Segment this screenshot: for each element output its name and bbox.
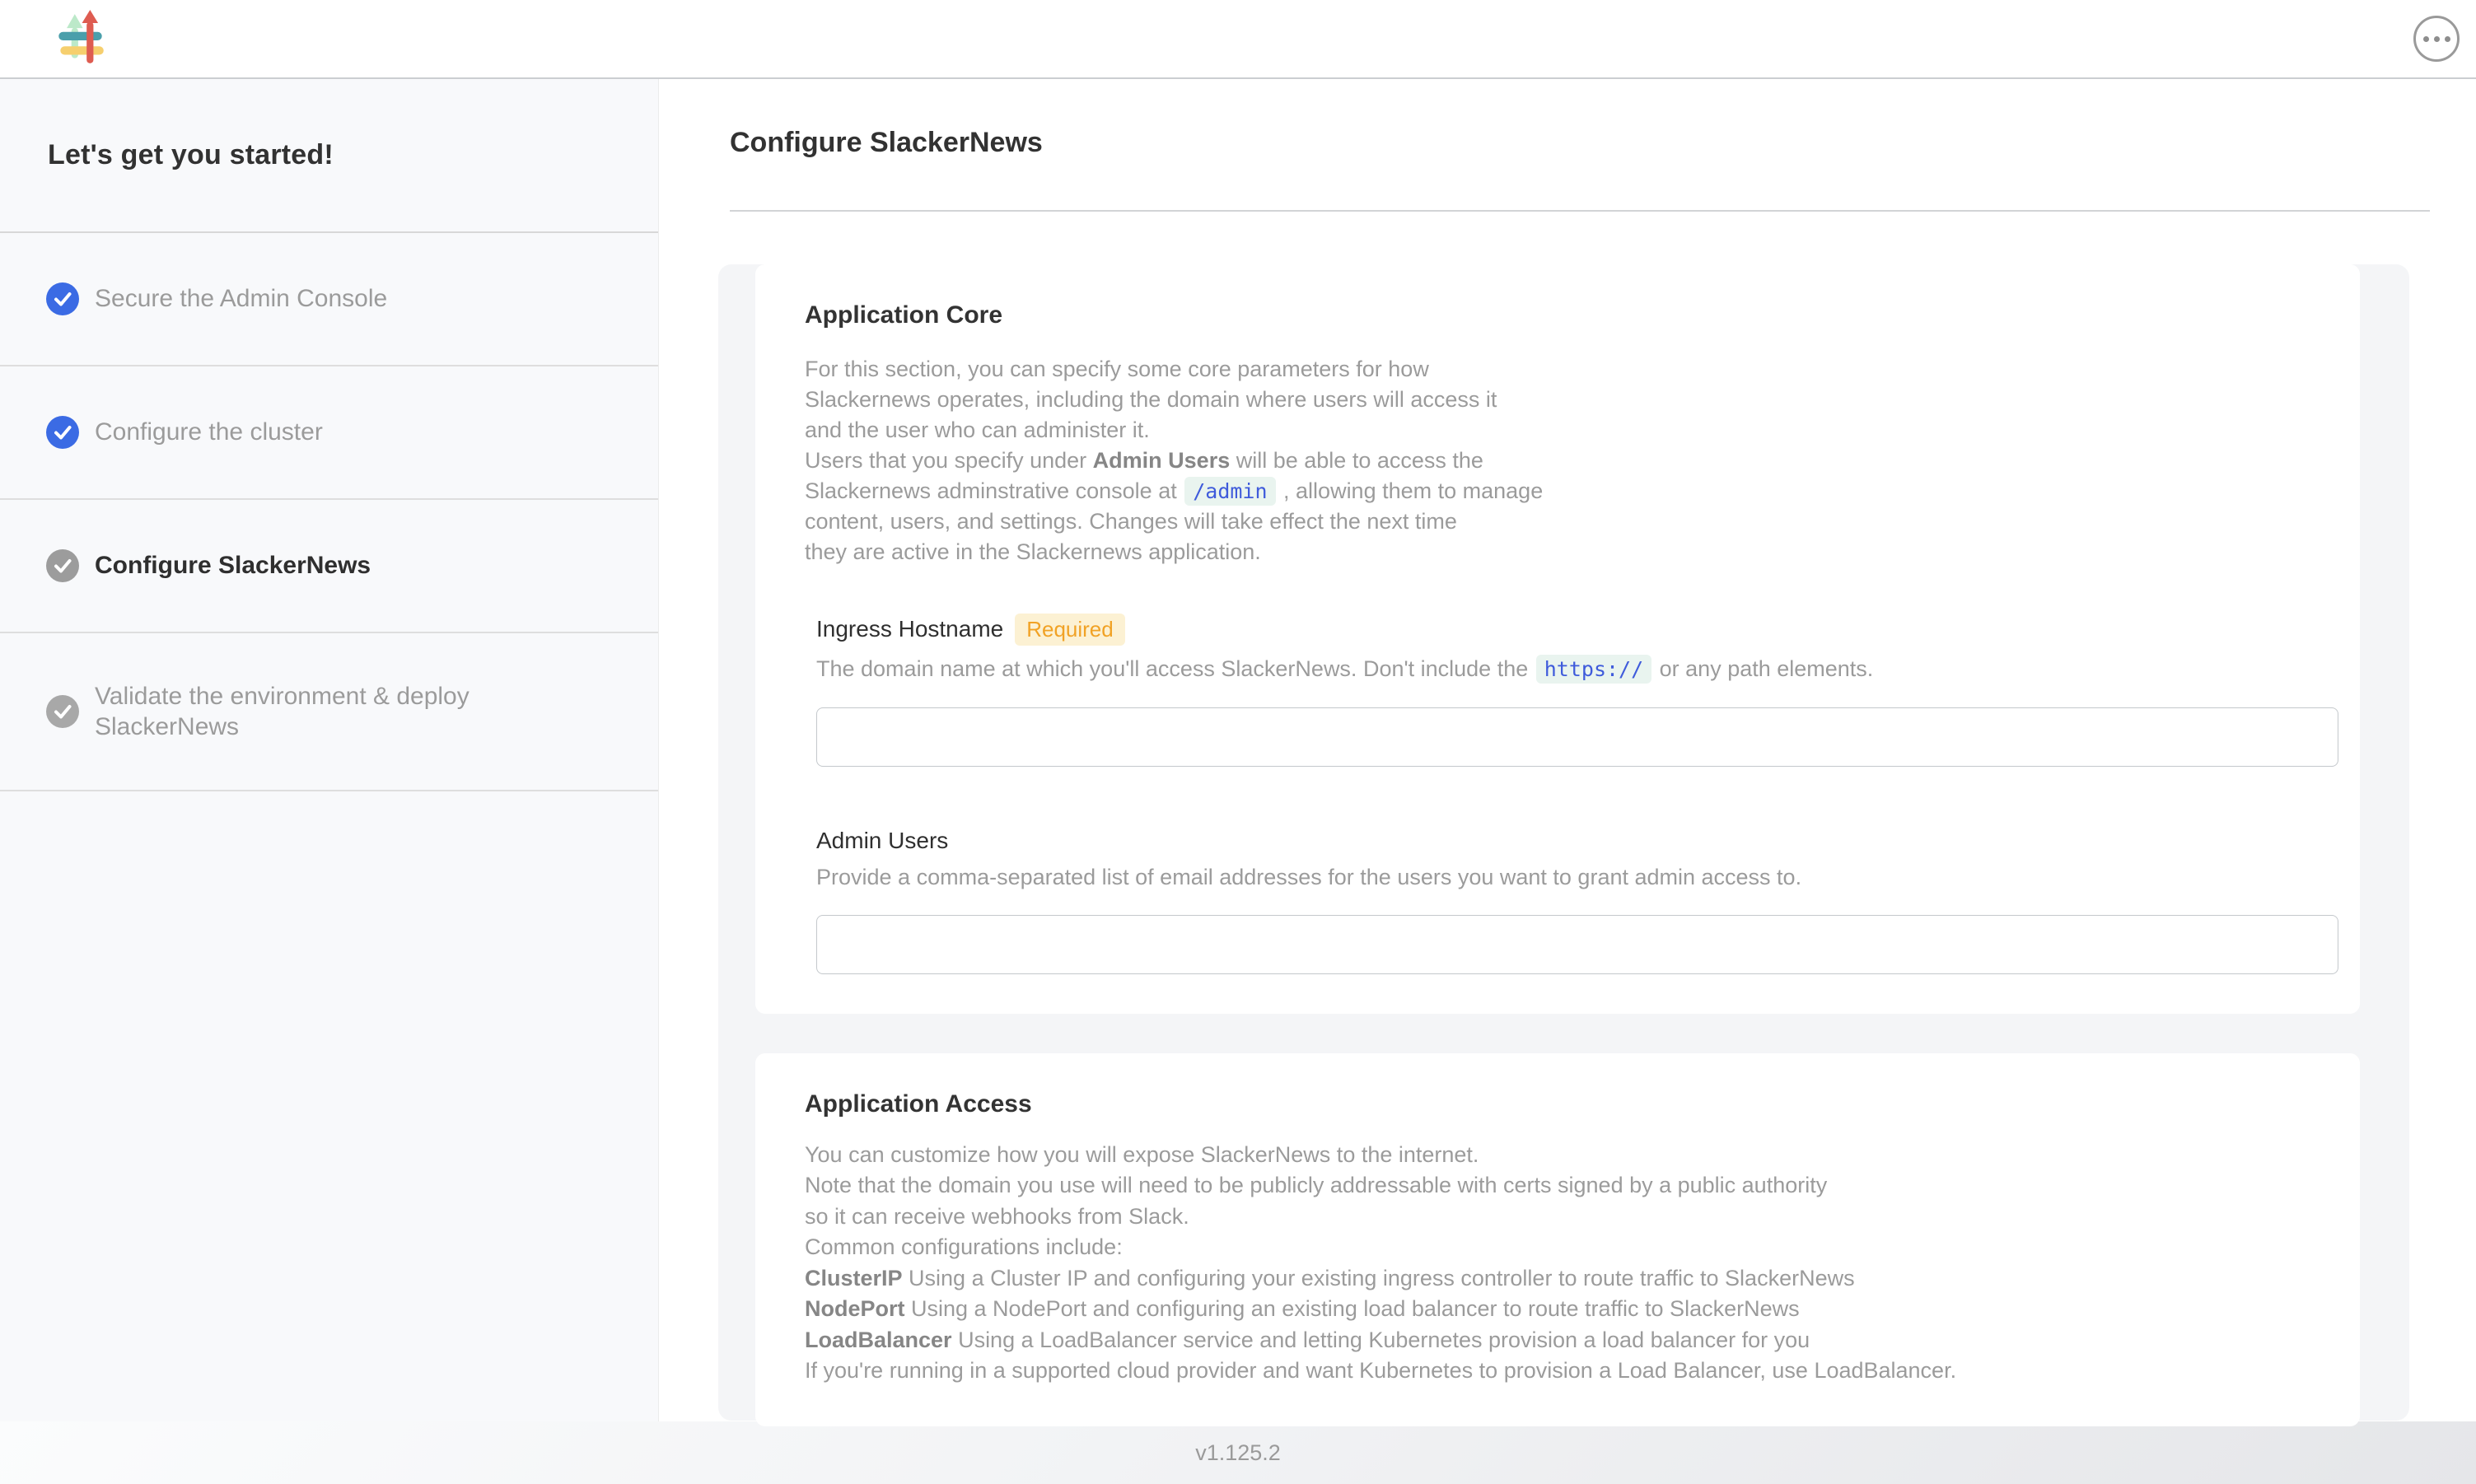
application-core-intro: For this section, you can specify some core parameters for how Slackernews operates, including the domain where users will access it and the user who can administer it. [805, 357, 1497, 442]
check-circle-icon [46, 695, 79, 728]
ingress-hostname-label: Ingress Hostname [816, 616, 1004, 642]
footer [0, 1421, 2476, 1484]
slackernews-logo-icon [53, 9, 109, 68]
version-label: v1.125.2 [1195, 1440, 1281, 1465]
ellipsis-icon [2423, 36, 2429, 42]
admin-users-field [816, 828, 2310, 974]
config-panel [718, 264, 2409, 1421]
topbar [0, 0, 2476, 79]
check-circle-icon [46, 282, 79, 315]
application-access-heading: Application Access [805, 1090, 1032, 1118]
step-label: Configure the cluster [95, 418, 323, 446]
admin-users-help: Provide a comma-separated list of email addresses for the users you want to grant admin access to. [816, 864, 1802, 889]
sidebar-heading-block [0, 79, 658, 233]
application-core-admin-note: Users that you specify under Admin Users will be able to access the Slackernews adminstrative console at /admin , allowing them to manage content, users, and settings. Changes will take effect the next time they are active in the Slackernews application. [805, 448, 1544, 564]
application-core-heading: Application Core [805, 301, 1003, 329]
application-access-description: You can customize how you will expose SlackerNews to the internet. Note that the domain you use will need to be publicly addressable with certs signed by a public authority so it can receive webhooks from Slack. Common configurations include: ClusterIP Using a Cluster IP and configuring your existing ingress controller to route traffic to SlackerNews NodePort Using a NodePort and configuring an existing load balancer to route traffic to SlackerNews LoadBalancer Using a LoadBalancer service and letting Kubernetes provision a load balancer for you If you're running in a supported cloud provider and want Kubernetes to provision a Load Balancer, use LoadBalancer. [805, 1141, 1957, 1384]
application-access-card [755, 1053, 2360, 1426]
sidebar-step-configure-slackernews[interactable] [0, 500, 658, 633]
step-label: Secure the Admin Console [95, 285, 388, 313]
setup-steps-sidebar [0, 79, 659, 1421]
ingress-hostname-field [816, 614, 2310, 767]
ingress-hostname-input[interactable] [816, 707, 2338, 767]
page-title: Configure SlackerNews [730, 127, 1043, 158]
sidebar-heading: Let's get you started! [48, 139, 334, 170]
step-label: Configure SlackerNews [95, 552, 371, 580]
ingress-hostname-help: The domain name at which you'll access SlackerNews. Don't include the https:// or any path elements. [816, 652, 2310, 686]
sidebar-step-secure-admin-console[interactable] [0, 233, 658, 366]
step-label: Validate the environment & deploy SlackerNews [95, 682, 470, 740]
content-row [0, 79, 2476, 1421]
check-circle-icon [46, 416, 79, 449]
title-divider [730, 210, 2430, 212]
overflow-menu-button[interactable] [2413, 16, 2460, 62]
admin-users-input[interactable] [816, 915, 2338, 974]
sidebar-step-configure-cluster[interactable] [0, 366, 658, 500]
admin-users-label: Admin Users [816, 827, 949, 853]
sidebar-step-validate-deploy[interactable] [0, 633, 658, 791]
main-content [659, 79, 2476, 1421]
required-badge: Required [1015, 614, 1125, 646]
check-circle-icon [46, 549, 79, 582]
application-core-card [755, 264, 2360, 1014]
